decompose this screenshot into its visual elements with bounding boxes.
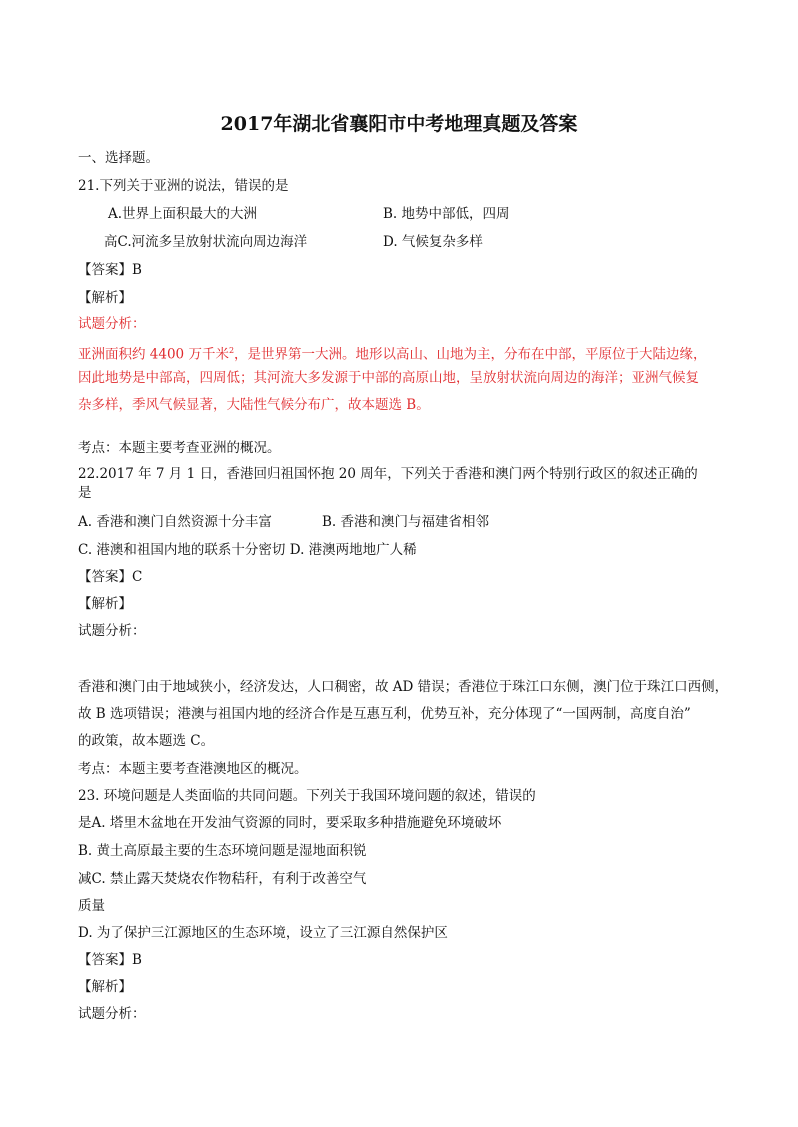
q23-stem: 23. 环境问题是人类面临的共同问题。下列关于我国环境问题的叙述，错误的 (78, 788, 536, 804)
q23-analysis-label: 试题分析： (78, 1006, 146, 1022)
q21-point: 考点：本题主要考查亚洲的概况。 (78, 440, 281, 456)
q22-analysis-heading: 【解析】 (78, 596, 132, 612)
section-heading: 一、选择题。 (78, 150, 159, 166)
page-title: 2017年湖北省襄阳市中考地理真题及答案 (220, 113, 578, 135)
q23-analysis-heading: 【解析】 (78, 979, 132, 995)
q23-answer: 【答案】B (78, 952, 142, 968)
q22-analysis-line-1: 香港和澳门由于地域狭小，经济发达，人口稠密，故 AD 错误；香港位于珠江口东侧，澳门位于珠江口西侧， (78, 679, 729, 695)
q21-option-a: A.世界上面积最大的大洲 (108, 206, 258, 222)
q23-option-c-continued: 质量 (78, 898, 105, 914)
q21-analysis-heading: 【解析】 (78, 290, 132, 306)
q22-stem-line-1: 22.2017 年 7 月 1 日，香港回归祖国怀抱 20 周年，下列关于香港和澳门两个特别行政区的叙述正确的 (78, 466, 698, 482)
q21-analysis-label: 试题分析： (78, 316, 146, 332)
q22-point: 考点：本题主要考查港澳地区的概况。 (78, 761, 308, 777)
q21-analysis-line-1: 亚洲面积约 4400 万千米$^2$，是世界第一大洲。地形以高山、山地为主，分布在中部，平原位于大陆边缘， (78, 346, 707, 363)
q22-analysis-line-3: 的政策，故本题选 C。 (78, 733, 215, 749)
q23-option-c: 减C. 禁止露天焚烧农作物秸秆，有利于改善空气 (78, 871, 367, 887)
q21-option-b: B. 地势中部低，四周 (383, 206, 510, 222)
q22-stem-line-2: 是 (78, 485, 92, 501)
q22-analysis-line-2: 故 B 选项错误；港澳与祖国内地的经济合作是互惠互利，优势互补，充分体现了“一国两制，高度自治” (78, 706, 691, 722)
q23-option-a: 是A. 塔里木盆地在开发油气资源的同时，要采取多种措施避免环境破坏 (78, 815, 502, 831)
q22-option-a: A. 香港和澳门自然资源十分丰富 (78, 514, 272, 530)
q21-option-d: D. 气候复杂多样 (383, 234, 483, 250)
q21-answer: 【答案】B (78, 262, 142, 278)
q22-analysis-label: 试题分析： (78, 623, 146, 639)
q23-option-b: B. 黄土高原最主要的生态环境问题是湿地面积锐 (78, 843, 367, 859)
q21-analysis-line-3: 杂多样，季风气候显著，大陆性气候分布广，故本题选 B。 (78, 397, 430, 413)
q21-analysis-line-2: 因此地势是中部高，四周低；其河流大多发源于中部的高原山地，呈放射状流向周边的海洋；亚洲气候复 (78, 370, 699, 386)
q22-option-b: B. 香港和澳门与福建省相邻 (322, 514, 490, 530)
q23-option-d: D. 为了保护三江源地区的生态环境，设立了三江源自然保护区 (78, 925, 448, 941)
q22-answer: 【答案】C (78, 569, 143, 585)
q21-option-c: 高C.河流多呈放射状流向周边海洋 (104, 234, 308, 250)
q22-option-c-d: C. 港澳和祖国内地的联系十分密切 D. 港澳两地地广人稀 (78, 542, 417, 558)
q21-stem: 21.下列关于亚洲的说法，错误的是 (78, 178, 289, 194)
